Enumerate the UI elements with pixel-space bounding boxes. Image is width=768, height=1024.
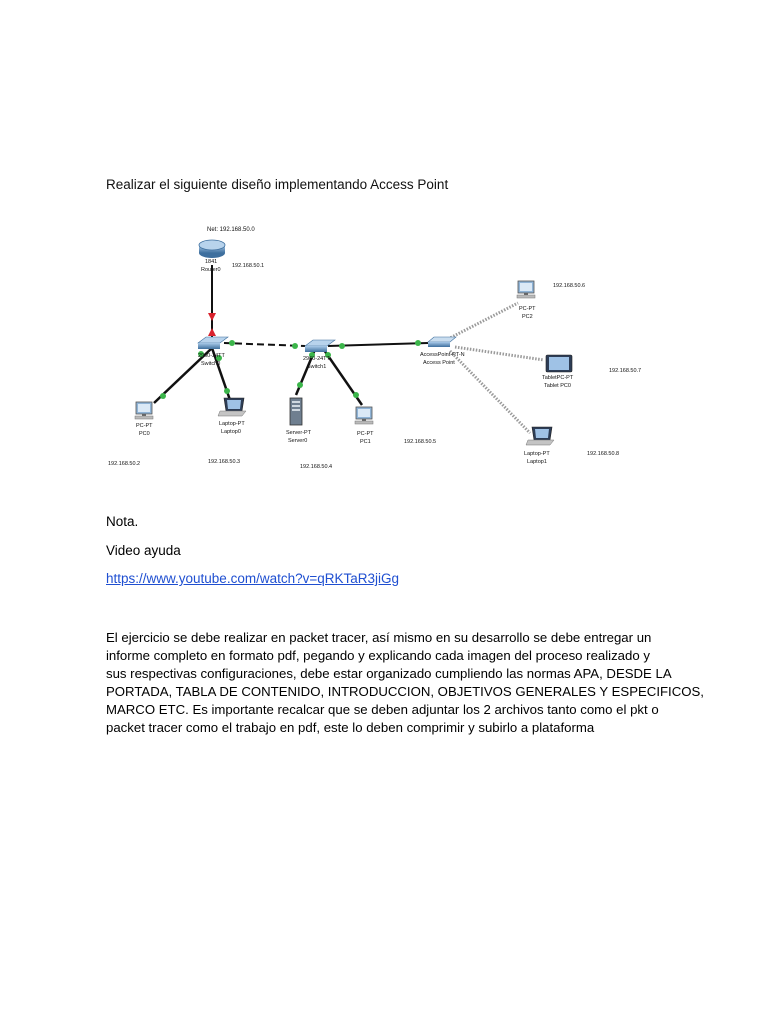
laptop-icon — [526, 427, 554, 445]
pc-icon — [517, 281, 535, 298]
laptop-icon — [218, 398, 246, 416]
server0-model: Server-PT — [286, 430, 312, 436]
ap-model: AccessPoint-PT-N — [420, 352, 465, 358]
paragraph-line: sus respectivas configuraciones, debe estar organizado cumpliendo las normas APA, DESDE LA — [106, 666, 672, 681]
pc-icon — [355, 407, 373, 424]
network-diagram — [100, 215, 660, 485]
server0-name: Server0 — [288, 438, 308, 444]
wireless-ap-tablet — [455, 347, 544, 360]
paragraph-line: MARCO ETC. Es importante recalcar que se deben adjuntar los 2 archivos tanto como el pkt o — [106, 702, 659, 717]
laptop0-ip: 192.168.50.3 — [208, 459, 241, 465]
laptop1-name: Laptop1 — [527, 459, 547, 465]
link-up-indicator — [297, 382, 303, 388]
pc0-ip: 192.168.50.2 — [108, 461, 141, 467]
tablet-icon — [546, 355, 572, 372]
pc1-name: PC1 — [360, 439, 371, 445]
switch1-name: Switch1 — [307, 364, 327, 370]
laptop1-ip: 192.168.50.8 — [587, 451, 620, 457]
pc1-ip: 192.168.50.5 — [404, 439, 437, 445]
net-label: Net: 192.168.50.0 — [207, 227, 255, 233]
pc0-model: PC-PT — [136, 423, 153, 429]
cables — [154, 265, 428, 405]
ap-name: Access Point — [423, 360, 455, 366]
video-help-label: Video ayuda — [106, 543, 181, 558]
tablet-model: TabletPC-PT — [542, 375, 574, 381]
pc2-name: PC2 — [522, 314, 533, 320]
link-up-indicator — [292, 343, 298, 349]
wireless-ap-laptop1 — [450, 351, 530, 433]
pc2-model: PC-PT — [519, 306, 536, 312]
paragraph-line: informe completo en formato pdf, pegando y explicando cada imagen del proceso realizado y — [106, 648, 650, 663]
paragraph-line: packet tracer como el trabajo en pdf, este lo deben comprimir y subirlo a plataforma — [106, 720, 595, 735]
laptop0-model: Laptop-PT — [219, 421, 245, 427]
page-heading: Realizar el siguiente diseño implementando Access Point — [106, 177, 449, 192]
link-up-indicator — [353, 392, 359, 398]
nota-label: Nota. — [106, 514, 139, 529]
instructions-paragraph — [106, 629, 704, 737]
pc2-ip: 192.168.50.6 — [553, 283, 586, 289]
paragraph-line: El ejercicio se debe realizar en packet tracer, así mismo en su desarrollo se debe entregar un — [106, 630, 652, 645]
router-model: 1841 — [205, 259, 218, 265]
link-up-indicator — [229, 340, 235, 346]
pc0-name: PC0 — [139, 431, 150, 437]
tablet-ip: 192.168.50.7 — [609, 368, 642, 374]
link-down-indicator — [208, 313, 216, 321]
link-up-indicator — [339, 343, 345, 349]
wireless-links — [448, 303, 544, 433]
tablet-name: Tablet PC0 — [544, 383, 571, 389]
switch0-name: Switch0 — [201, 361, 221, 367]
router-ip: 192.168.50.1 — [232, 263, 265, 269]
server-icon — [290, 398, 302, 425]
wireless-ap-pc2 — [448, 303, 518, 339]
laptop1-model: Laptop-PT — [524, 451, 550, 457]
pc-icon — [135, 402, 153, 419]
laptop0-name: Laptop0 — [221, 429, 241, 435]
youtube-link[interactable]: https://www.youtube.com/watch?v=qRKTaR3jiGg — [106, 571, 400, 586]
router-icon — [199, 240, 225, 258]
paragraph-line: PORTADA, TABLA DE CONTENIDO, INTRODUCCION, OBJETIVOS GENERALES Y ESPECIFICOS, — [106, 684, 704, 699]
pc1-model: PC-PT — [357, 431, 374, 437]
link-up-indicator — [160, 393, 166, 399]
switch0-model: 2960-24TT — [198, 353, 225, 359]
switch-icon — [198, 337, 228, 349]
router-name: Router0 — [201, 267, 221, 273]
switch1-model: 2960-24TT — [303, 356, 330, 362]
server0-ip: 192.168.50.4 — [300, 464, 333, 470]
access-point-icon — [428, 337, 456, 347]
link-up-indicator — [415, 340, 421, 346]
link-up-indicator — [224, 388, 230, 394]
link-down-indicator — [208, 328, 216, 336]
